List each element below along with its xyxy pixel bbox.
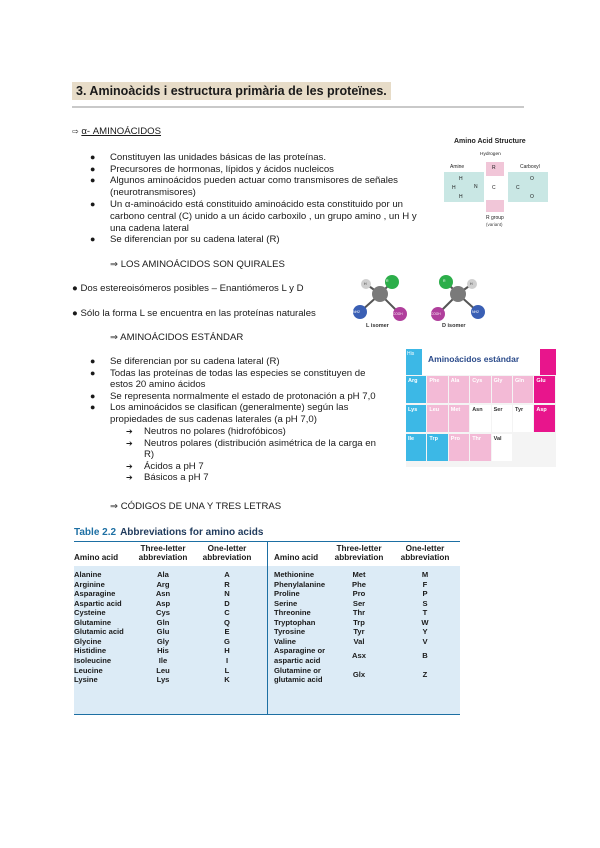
one-letter-code: K: [224, 675, 230, 685]
one-letter-code: L: [224, 665, 230, 675]
section-alpha-heading-text: α- AMINOÁCIDOS: [81, 126, 162, 137]
bullet-icon: ●: [90, 163, 96, 174]
atom-h: H: [452, 185, 456, 191]
standard-amino-acids-figure: [406, 349, 556, 467]
table-caption: [74, 527, 460, 538]
amino-acid-tile: Arg: [406, 376, 426, 403]
arrow-icon: ➔: [126, 473, 133, 483]
atom-label: R: [443, 279, 446, 283]
figure-standard-title: Aminoácidos estándar: [428, 354, 520, 364]
section-alpha-heading: [72, 126, 161, 138]
bullet-icon: ●: [90, 175, 96, 186]
table-title: Abbreviations for amino acids: [120, 527, 264, 538]
one-letter-code: Q: [224, 617, 230, 627]
amino-acid-name: Isoleucine: [74, 655, 112, 665]
amino-acid-name: Methionine: [274, 570, 315, 579]
label-amine: Amine: [450, 164, 465, 170]
amino-acid-structure-figure: [442, 138, 552, 233]
abbreviations-table: [74, 527, 460, 685]
r-group-box: [486, 200, 504, 212]
amino-acid-tile: Phe: [427, 376, 447, 403]
one-letter-code: S: [422, 598, 428, 608]
one-letter-code: C: [224, 608, 230, 618]
label-r-group-sub: (variant): [486, 222, 503, 227]
three-letter-code: Trp: [353, 617, 365, 627]
three-letter-code: Pro: [352, 589, 366, 599]
chiral-isomers-figure: [346, 272, 496, 334]
amino-acid-name: Phenylalanine: [274, 579, 326, 589]
bullet-icon: ●: [90, 390, 96, 401]
amino-acid-name: Arginine: [74, 579, 105, 589]
three-letter-code: Gly: [156, 636, 170, 646]
header-three-letter: Three-letter abbreviation: [334, 544, 384, 562]
bullet-icon: ●: [90, 234, 96, 245]
amino-acid-tile: Lys: [406, 405, 426, 432]
atom-label: COOH: [393, 312, 403, 316]
table-body: [74, 541, 460, 715]
label-carboxyl: Carboxyl: [520, 164, 540, 170]
one-letter-code: G: [224, 636, 230, 646]
section-codes-heading: ⇒ CÓDIGOS DE UNA Y TRES LETRAS: [110, 501, 282, 512]
chiral-line-1: ● Dos estereoisómeros posibles – Enantiómeros L y D: [72, 283, 304, 294]
atom-c: C: [492, 185, 496, 191]
three-letter-code: Ser: [352, 598, 366, 608]
amino-acid-tile: Gly: [492, 376, 512, 403]
amino-acid-name: Glutamic acid: [74, 627, 124, 637]
amino-acid-tile: Tyr: [513, 405, 533, 432]
amino-acid-name: Glutamine or: [274, 665, 321, 675]
amino-acid-name: Proline: [274, 589, 300, 599]
table-divider: [267, 542, 268, 714]
d-isomer-label: D isomer: [442, 323, 466, 329]
amino-acid-name: aspartic acid: [274, 655, 321, 665]
amino-acid-name: Alanine: [74, 570, 102, 579]
amino-acid-tile: Asp: [534, 405, 554, 432]
header-amino-acid: Amino acid: [74, 553, 119, 562]
amino-acid-name: Histidine: [74, 646, 107, 656]
three-letter-code: Met: [352, 570, 366, 579]
amino-acid-tile: Glu: [534, 376, 554, 403]
tile-grid: [406, 376, 556, 462]
header-one-letter: One-letter abbreviation: [400, 544, 450, 562]
one-letter-code: I: [225, 655, 229, 665]
one-letter-code: N: [224, 589, 230, 599]
section-chiral-heading: ⇒ LOS AMINOÁCIDOS SON QUIRALES: [110, 259, 285, 270]
amino-acid-name: Tyrosine: [274, 627, 306, 637]
atom-h: H: [459, 176, 463, 182]
figure-structure-title: Amino Acid Structure: [454, 138, 526, 145]
three-letter-code: Lys: [156, 675, 170, 685]
one-letter-code: T: [422, 608, 428, 618]
amino-acid-tile: Trp: [427, 434, 447, 461]
atom-label: COOH: [431, 312, 441, 316]
header-three-letter: Three-letter abbreviation: [138, 544, 188, 562]
three-letter-code: Ile: [158, 655, 168, 665]
atom-n: N: [474, 184, 478, 190]
isomers-drawing: [346, 272, 496, 324]
tile-his: His: [406, 349, 422, 375]
amino-acid-tile: Ser: [492, 405, 512, 432]
three-letter-code: Tyr: [353, 627, 365, 637]
bullet-icon: ●: [90, 152, 96, 162]
one-letter-code: D: [224, 598, 230, 608]
label-r-group: R group: [486, 215, 504, 221]
amino-acid-tile: Cys: [470, 376, 490, 403]
three-letter-code: Leu: [156, 665, 170, 675]
three-letter-code: Asn: [155, 589, 171, 599]
bullet-icon: ●: [90, 356, 96, 366]
three-letter-code: Phe: [352, 579, 366, 589]
three-letter-code: His: [157, 646, 169, 656]
one-letter-code: R: [224, 579, 230, 589]
header-one-letter: One-letter abbreviation: [202, 544, 252, 562]
bullet-icon: ●: [90, 199, 96, 210]
one-letter-code: W: [421, 617, 429, 627]
three-letter-code: Ala: [157, 570, 169, 579]
amino-acid-name: Asparagine or: [274, 646, 326, 656]
amino-acid-name: Valine: [274, 636, 296, 646]
title-divider: [72, 106, 524, 108]
amino-acid-tile: Val: [492, 434, 512, 461]
amino-acid-tile: Gln: [513, 376, 533, 403]
amino-acid-name: Leucine: [74, 665, 103, 675]
amino-acid-tile: Met: [449, 405, 469, 432]
amino-acid-name: Glutamine: [74, 617, 112, 627]
three-letter-code: Asx: [352, 651, 366, 661]
three-letter-code: Cys: [156, 608, 170, 618]
three-letter-code: Glx: [352, 670, 366, 680]
amino-acid-name: Serine: [274, 598, 298, 608]
arrow-icon: ➔: [126, 427, 133, 436]
amino-acid-tile: Thr: [470, 434, 490, 461]
atom-r: R: [492, 165, 496, 171]
chiral-line-2: ● Sólo la forma L se encuentra en las proteínas naturales: [72, 308, 316, 319]
page-title: 3. Aminoàcids i estructura primària de les proteïnes.: [72, 82, 391, 100]
amino-acid-name: Lysine: [74, 675, 98, 685]
three-letter-code: Asp: [155, 598, 171, 608]
atom-h: H: [459, 194, 463, 200]
label-hydrogen: Hydrogen: [480, 152, 501, 157]
one-letter-code: F: [422, 579, 428, 589]
amino-acid-tile: Ile: [406, 434, 426, 461]
three-letter-code: Arg: [156, 579, 170, 589]
amino-acid-name: Glycine: [74, 636, 102, 646]
bullet-icon: ●: [90, 402, 96, 413]
atom-label: NH2: [353, 310, 361, 314]
atom-label: R: [386, 279, 389, 283]
bullet-icon: ●: [90, 367, 96, 378]
atom-label: NH2: [472, 310, 480, 314]
three-letter-code: Thr: [352, 608, 366, 618]
amino-acid-tile: Leu: [427, 405, 447, 432]
table-number: Table 2.2: [74, 527, 117, 538]
one-letter-code: A: [224, 570, 230, 579]
amino-acid-name: Cysteine: [74, 608, 106, 618]
amine-group-box: [444, 172, 484, 202]
amino-acid-name: Asparagine: [74, 589, 116, 599]
arrow-icon: ⇨: [72, 127, 79, 136]
three-letter-code: Val: [353, 636, 365, 646]
l-isomer-label: L isomer: [366, 323, 389, 329]
one-letter-code: H: [224, 646, 230, 656]
tile-magenta: [540, 349, 556, 375]
amino-acid-name: glutamic acid: [274, 675, 323, 685]
amino-acid-name: Threonine: [274, 608, 311, 618]
atom-c: C: [516, 185, 520, 191]
atom-o: O: [530, 176, 534, 182]
atom-label: H: [470, 282, 473, 286]
one-letter-code: E: [224, 627, 230, 637]
header-amino-acid: Amino acid: [274, 553, 319, 562]
one-letter-code: V: [422, 636, 428, 646]
one-letter-code: P: [422, 589, 428, 599]
amino-acid-name: Aspartic acid: [74, 598, 122, 608]
three-letter-code: Glu: [156, 627, 170, 637]
amino-acid-tile: Pro: [449, 434, 469, 461]
amino-acid-name: Tryptophan: [274, 617, 316, 627]
one-letter-code: B: [422, 651, 428, 661]
amino-acid-tile: Ala: [449, 376, 469, 403]
atom-label: H: [364, 282, 367, 286]
amino-acid-tile: Asn: [470, 405, 490, 432]
carboxyl-group-box: [508, 172, 548, 202]
three-letter-code: Gln: [156, 617, 170, 627]
arrow-icon: ➔: [126, 438, 133, 448]
one-letter-code: Z: [422, 670, 428, 680]
one-letter-code: M: [421, 570, 429, 579]
atom-o: O: [530, 194, 534, 200]
one-letter-code: Y: [422, 627, 428, 637]
section-standard-heading: ⇒ AMINOÁCIDOS ESTÁNDAR: [110, 332, 244, 343]
arrow-icon: ➔: [126, 461, 133, 471]
